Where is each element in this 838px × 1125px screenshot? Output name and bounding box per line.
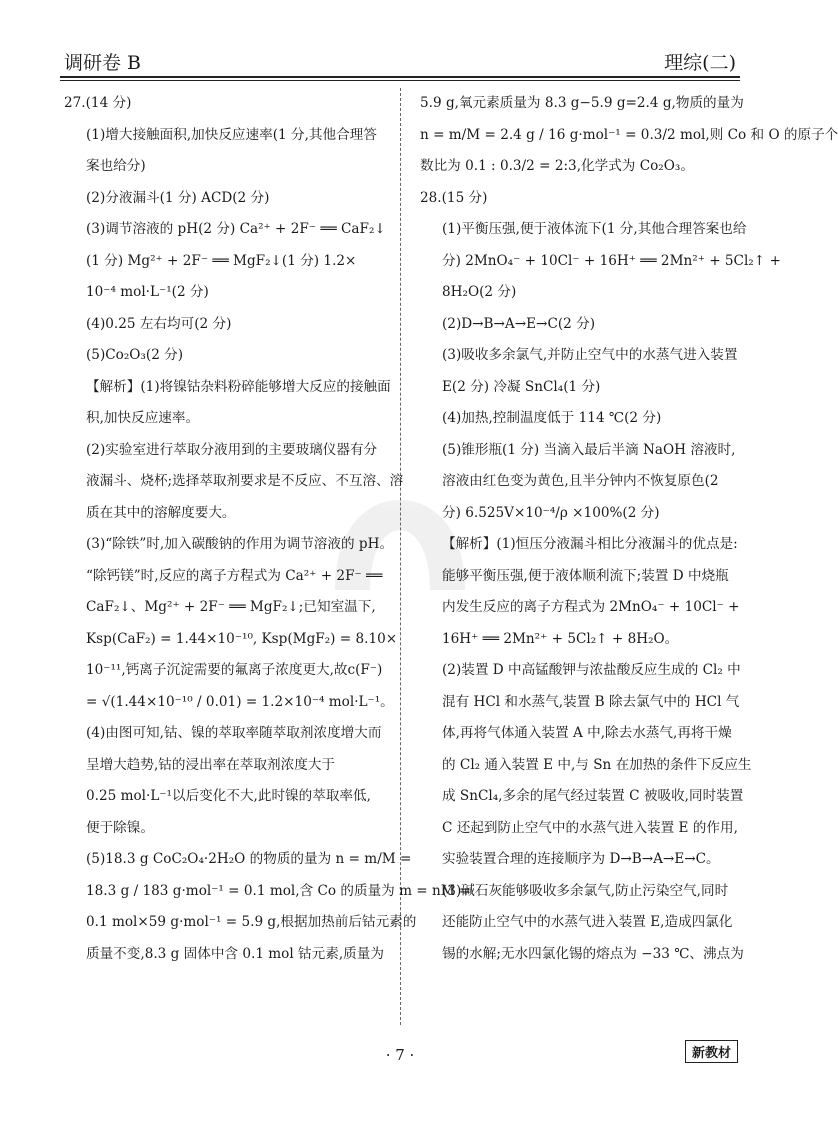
text-line: C 还起到防止空气中的水蒸气进入装置 E 的作用, [442,819,738,836]
text-line: 呈增大趋势,钴的浸出率在萃取剂浓度大于 [86,756,336,773]
text-line: = √(1.44×10⁻¹⁰ / 0.01) = 1.2×10⁻⁴ mol·L⁻¹。 [86,693,394,710]
header-rule [60,76,740,78]
text-line: 8H₂O(2 分) [442,284,517,300]
page-number: · 7 · [385,1046,415,1064]
text-line: 数比为 0.1 : 0.3/2 = 2:3,化学式为 Co₂O₃。 [420,158,694,174]
text-line: 【解析】(1)将镍钴杂料粉碎能够增大反应的接触面 [86,378,391,395]
text-line: (2)D→B→A→E→C(2 分) [442,315,596,332]
text-line: (2)装置 D 中高锰酸钾与浓盐酸反应生成的 Cl₂ 中 [442,662,741,678]
text-line: 混有 HCl 和水蒸气,装置 B 除去氯气中的 HCl 气 [442,693,740,710]
text-line: 分) 2MnO₄⁻ + 10Cl⁻ + 16H⁺ ══ 2Mn²⁺ + 5Cl₂↑ + [442,252,781,269]
text-line: (1 分) Mg²⁺ + 2F⁻ ══ MgF₂↓(1 分) 1.2× [86,252,357,269]
text-line: 5.9 g,氧元素质量为 8.3 g−5.9 g=2.4 g,物质的量为 [420,95,744,111]
text-line: 质量不变,8.3 g 固体中含 0.1 mol 钴元素,质量为 [86,945,384,962]
right-column [420,88,838,970]
text-line: n = m/M = 2.4 g / 16 g·mol⁻¹ = 0.3/2 mol,则 Co 和 O 的原子个 [420,126,838,143]
text-line: (5)Co₂O₃(2 分) [86,347,184,363]
text-line: 锡的水解;无水四氯化锡的熔点为 −33 ℃、沸点为 [442,945,744,962]
text-line: (5)18.3 g CoC₂O₄·2H₂O 的物质的量为 n = m/M = [86,851,412,867]
page-header [60,44,740,74]
text-line: (1)增大接触面积,加快反应速率(1 分,其他合理答 [86,126,377,143]
text-line: 案也给分) [86,158,146,174]
text-line: (2)实验室进行萃取分液用到的主要玻璃仪器有分 [86,441,378,458]
text-line: “除钙镁”时,反应的离子方程式为 Ca²⁺ + 2F⁻ ══ [86,567,383,584]
text-line: Ksp(CaF₂) = 1.44×10⁻¹⁰, Ksp(MgF₂) = 8.10× [86,630,398,647]
text-line: CaF₂↓、Mg²⁺ + 2F⁻ ══ MgF₂↓;已知室温下, [86,599,376,615]
text-line: (2)分液漏斗(1 分) ACD(2 分) [86,189,270,206]
text-line: 的 Cl₂ 通入装置 E 中,与 Sn 在加热的条件下反应生 [442,756,752,773]
text-line: 分) 6.525V×10⁻⁴/ρ ×100%(2 分) [442,504,660,521]
text-line: (3)吸收多余氯气,并防止空气中的水蒸气进入装置 [442,347,738,363]
text-line: 液漏斗、烧杯;选择萃取剂要求是不反应、不互溶、溶 [86,473,404,489]
text-line: (3)调节溶液的 pH(2 分) Ca²⁺ + 2F⁻ ══ CaF₂↓ [86,221,386,237]
text-line: (3)碱石灰能够吸收多余氯气,防止污染空气,同时 [442,882,729,899]
text-line: 10⁻¹¹,钙离子沉淀需要的氟离子浓度更大,故c(F⁻) [86,662,383,678]
text-line: 积,加快反应速率。 [86,410,200,426]
text-line: 10⁻⁴ mol·L⁻¹(2 分) [86,284,209,300]
text-line: E(2 分) 冷凝 SnCl₄(1 分) [442,378,601,395]
text-line: 能够平衡压强,便于液体顺利流下;装置 D 中烧瓶 [442,567,729,584]
text-line: 16H⁺ ══ 2Mn²⁺ + 5Cl₂↑ + 8H₂O。 [442,630,679,647]
text-line: 质在其中的溶解度要大。 [86,504,236,521]
text-line: 0.25 mol·L⁻¹以后变化不大,此时镍的萃取率低, [86,788,371,804]
text-line: 0.1 mol×59 g·mol⁻¹ = 5.9 g,根据加热前后钴元素的 [86,914,417,930]
text-line: 溶液由红色变为黄色,且半分钟内不恢复原色(2 [442,473,719,489]
text-line: (4)加热,控制温度低于 114 ℃(2 分) [442,410,662,426]
text-line: 体,再将气体通入装置 A 中,除去水蒸气,再将干燥 [442,725,732,741]
edition-badge: 新教材 [685,1040,738,1063]
subject-label: 理综(二) [664,52,736,74]
text-line: 成 SnCl₄,多余的尾气经过装置 C 被吸收,同时装置 [442,788,744,804]
exam-label: 调研卷 B [64,52,142,74]
text-line: 【解析】(1)恒压分液漏斗相比分液漏斗的优点是: [442,536,738,552]
text-line: (3)“除铁”时,加入碳酸钠的作用为调节溶液的 pH。 [86,536,394,552]
header-rule-thin [60,80,740,81]
text-line: (4)由图可知,钴、镍的萃取率随萃取剂浓度增大而 [86,725,382,741]
text-line: (4)0.25 左右均可(2 分) [86,315,232,332]
text-line: 28.(15 分) [420,189,488,206]
text-line: 便于除镍。 [86,819,154,836]
text-line: 27.(14 分) [64,95,132,111]
text-line: (5)锥形瓶(1 分) 当滴入最后半滴 NaOH 溶液时, [442,441,736,458]
text-line: 实验装置合理的连接顺序为 D→B→A→E→C。 [442,851,720,867]
text-line: (1)平衡压强,便于液体流下(1 分,其他合理答案也给 [442,221,747,237]
text-line: 还能防止空气中的水蒸气进入装置 E,造成四氯化 [442,914,733,930]
text-line: 18.3 g / 183 g·mol⁻¹ = 0.1 mol,含 Co 的质量为 m = nM = [86,882,471,899]
text-line: 内发生反应的离子方程式为 2MnO₄⁻ + 10Cl⁻ + [442,599,740,615]
